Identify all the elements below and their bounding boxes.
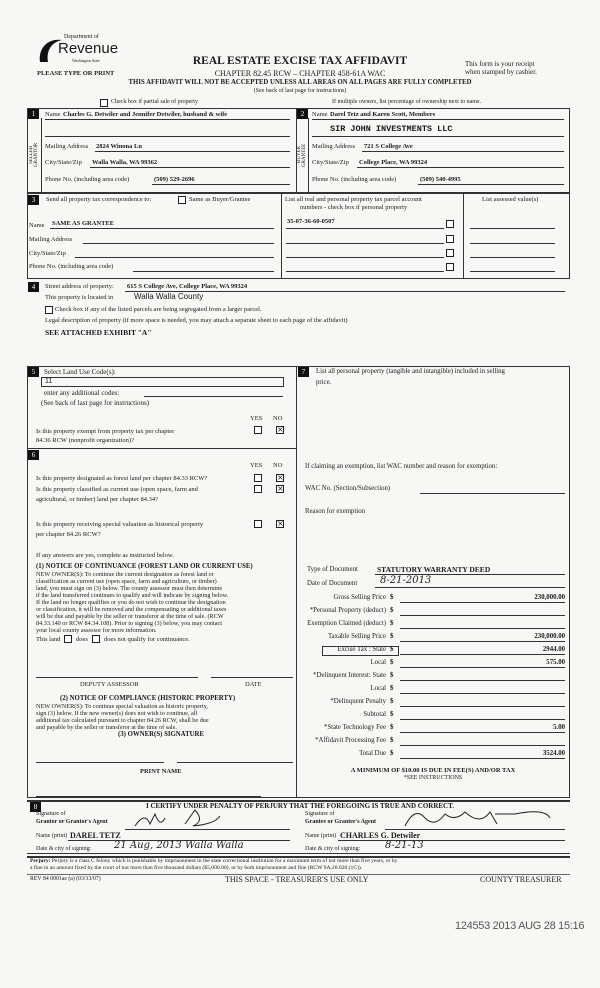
fee-label: Local [370,659,386,666]
dollar-sign: $ [390,737,394,744]
date-city-label: Date & city of signing: [305,846,361,852]
name-print-label: Name (print) [305,833,337,839]
fee-value[interactable]: 3524.00 [400,750,565,759]
grantor-signature[interactable] [125,806,245,830]
wac-label: WAC No. (Section/Subsection) [305,485,391,492]
deputy-assessor-label: DEPUTY ASSESSOR [80,681,139,688]
parcel-header-2: numbers - check box if personal property [300,204,408,211]
personal-property-checkbox[interactable] [446,263,454,271]
yes-header: YES [250,462,263,469]
section-number: 5 [28,367,39,377]
see-back-5: (See back of last page for instructions) [41,399,150,407]
fee-label: Total Due [359,750,386,757]
exempt-question: Is this property exempt from property tax per chapter [36,428,175,435]
fee-value[interactable] [400,672,565,681]
tax-mail-label: Mailing Address [29,236,73,243]
fee-value[interactable]: 230,000.00 [400,594,565,603]
current-use-yes-checkbox[interactable] [254,485,262,493]
section-number: 4 [28,282,39,292]
fee-value[interactable] [400,698,565,707]
fee-value[interactable] [400,685,565,694]
fee-value[interactable]: 575.00 [400,659,565,668]
street-label: Street address of property: [45,283,114,290]
buyer-name-2[interactable]: SIR JOHN INVESTMENTS LLC [330,124,453,134]
print-name-label: PRINT NAME [140,768,182,775]
see-back: (See back of last page for instructions) [253,88,347,94]
multiple-owners-note: If multiple owners, list percentage of ownership next to name. [332,99,482,105]
form-title: REAL ESTATE EXCISE TAX AFFIDAVIT [192,55,408,67]
grantee-date[interactable]: 8-21-13 [385,840,424,851]
assessed-value-field[interactable] [470,228,555,229]
does-checkbox[interactable] [64,635,72,643]
grantor-date-city[interactable]: 21 Aug, 2013 Walla Walla [114,840,244,851]
no-header: NO [273,415,283,422]
county-treasurer: COUNTY TREASURER [480,875,562,884]
personal-property-checkbox[interactable] [446,249,454,257]
seller-city-label: City/State/Zip [45,159,82,166]
dollar-sign: $ [390,711,394,718]
seller-name[interactable]: Charles G. Detwiler and Jennifer Detwiler, husband & wife [63,111,228,118]
tax-phone-field[interactable] [133,271,274,272]
same-as-buyer-checkbox[interactable] [178,196,186,204]
personal-property-label-2: price. [316,379,332,386]
see-instructions: *SEE INSTRUCTIONS [403,775,463,781]
fee-label: *Personal Property (deduct) [309,607,386,614]
reason-label: Reason for exemption [305,508,366,515]
minimum-note: A MINIMUM OF $10.00 IS DUE IN FEE(S) AND/OR TAX [350,767,516,774]
no-header: NO [273,462,283,469]
section-number: 6 [28,450,39,460]
buyer-phone-label: Phone No. (including area code) [312,176,397,183]
segregated-checkbox[interactable] [45,306,53,314]
fee-value[interactable] [400,620,565,629]
fee-value[interactable]: 2944.00 [400,646,565,655]
dollar-sign: $ [390,685,394,692]
section-number: 3 [28,195,39,205]
tax-name-label: Name [29,222,45,229]
located-label: This property is located in [45,294,114,301]
fee-label: Subtotal [363,711,386,718]
doc-type-label: Type of Document [307,566,358,573]
seller-mail-label: Mailing Address [45,143,89,150]
if-yes-note: If any answers are yes, complete as instructed below. [36,552,174,559]
section-number: 8 [30,802,41,812]
form-revision: REV 84 0001ae (a) (03/13/07) [30,876,101,882]
current-use-question: Is this property classified as current use (open space, farm and [36,486,198,493]
buyer-name-label: Name [312,111,328,118]
owner-signature-title: (3) OWNER(S) SIGNATURE [118,731,204,738]
parcel-header: List all real and personal property tax parcel account [285,196,422,203]
deputy-signature-line[interactable] [36,677,198,678]
doc-date[interactable]: 8-21-2013 [380,575,432,586]
please-type: PLEASE TYPE OR PRINT [37,70,115,77]
section-number: 2 [297,109,308,119]
partial-sale-checkbox[interactable] [100,99,108,107]
exempt-no-checkbox[interactable]: × [277,425,284,434]
dollar-sign: $ [390,607,394,614]
notice-2-title: (2) NOTICE OF COMPLIANCE (HISTORIC PROPERTY) [60,695,236,702]
additional-codes-field[interactable] [144,396,283,397]
seller-city[interactable]: Walla Walla, WA 99362 [92,159,158,166]
assessed-value-field[interactable] [470,271,555,272]
seller-phone-label: Phone No. (including area code) [45,176,130,183]
historic-question: Is this property receiving special valuation as historical property [36,521,204,528]
tax-city-field[interactable] [75,257,274,258]
forest-no-checkbox[interactable]: × [277,473,284,482]
forest-question: Is this property designated as forest land per chapter 84.33 RCW? [36,475,208,482]
fee-value[interactable] [400,711,565,720]
seller-name-label: Name [45,111,61,118]
fee-label: *State Technology Fee [323,724,386,731]
send-label: Send all property tax correspondence to: [46,196,152,203]
fee-label: Exemption Claimed (deduct) [307,620,386,627]
sig-of-label: Signature of [305,811,335,817]
does-label: does [76,636,88,643]
personal-property-label: List all personal property (tangible and intangible) included in selling [316,368,505,375]
does-not-label: does not qualify for continuance. [104,636,190,643]
dollar-sign: $ [390,633,394,640]
this-land-label: This land [36,636,61,643]
fee-label: Taxable Selling Price [327,633,386,640]
historic-yes-checkbox[interactable] [254,520,262,528]
fee-label: *Affidavit Processing Fee [315,737,386,744]
land-use-code-input[interactable]: 11 [41,377,284,387]
buyer-mail[interactable]: 721 S College Ave [364,143,413,150]
name-print-label: Name (print) [36,833,68,839]
buyer-name[interactable]: Darel Tetz and Karen Scott, Members [330,111,436,118]
segregated-label: Check box if any of the listed parcels are being segregated from a larger parcel. [55,306,262,313]
legal-label: Legal description of property (if more space is needed, you may attach a separate sheet to each page of the affidavit) [45,317,348,324]
buyer-phone[interactable]: (509) 540-4995 [420,176,461,183]
treasurer-space: THIS SPACE - TREASURER'S USE ONLY [225,875,369,884]
buyer-label: BUYER GRANTEE [297,143,307,167]
notice-1-title: (1) NOTICE OF CONTINUANCE (FOREST LAND OR CURRENT USE) [36,563,253,570]
fee-label: Local [370,685,386,692]
additional-codes-label: enter any additional codes: [44,389,120,397]
assessed-header: List assessed value(s) [482,196,539,203]
land-use-label: Select Land Use Code(s): [44,368,116,376]
grantor-name[interactable]: DAREL TETZ [70,831,121,840]
buyer-city[interactable]: College Place, WA 99324 [359,159,428,166]
fee-value[interactable] [400,607,565,616]
date-city-label: Date & city of signing: [36,846,92,852]
owner-signature-line[interactable] [36,762,164,763]
assessed-value-field[interactable] [470,243,555,244]
perjury-note: Perjury: Perjury is a class C felony which is punishable by imprisonment in the state correctional institution for a maximum term of not more than five years, or by a fine in an amount fixed by the court of not more than five thousand dollars ($5,000.00), or by both imprisonment and fine (RCW 9A.20.020 (1C)). [30,858,398,871]
doc-date-label: Date of Document [307,580,358,587]
receipt-note: This form is your receipt [465,60,535,68]
dollar-sign: $ [390,724,394,731]
seller-mail[interactable]: 2824 Winona Ln [96,143,143,150]
receipt-note-2: when stamped by cashier. [465,68,537,76]
current-use-question-2: agricultural, or timber) land per chapter 84.34? [36,496,159,503]
grantee-agent-label: Grantee or Grantee's Agent [305,819,377,825]
buyer-city-label: City/State/Zip [312,159,349,166]
dollar-sign: $ [390,672,394,679]
fee-label: Excise Tax : State [337,646,386,653]
grantor-agent-label: Grantor or Grantor's Agent [36,819,108,825]
fee-value[interactable]: 230,000.00 [400,633,565,642]
exempt-question-2: 84.36 RCW (nonprofit organization)? [36,437,134,444]
seller-label: SELLER GRANTOR [29,142,39,168]
fee-value[interactable]: 5.00 [400,724,565,733]
dor-logo: Department of Revenue Washington State [36,28,120,70]
legal-description[interactable]: SEE ATTACHED EXHIBIT "A" [45,328,152,337]
section-number: 1 [28,109,39,119]
exemption-label: If claiming an exemption, list WAC number and reason for exemption: [305,463,498,470]
current-use-no-checkbox[interactable]: × [277,484,284,493]
dollar-sign: $ [390,698,394,705]
local-code-input[interactable] [322,646,399,656]
fee-label: Gross Selling Price [333,594,386,601]
dollar-sign: $ [390,594,394,601]
fee-value[interactable] [400,737,565,746]
assessor-date-line[interactable] [211,677,293,678]
tax-phone-label: Phone No. (including area code) [29,263,114,270]
date-label: DATE [245,681,262,688]
historic-no-checkbox[interactable]: × [277,519,284,528]
notice-2-text: NEW OWNER(S): To continue special valuation as historic property, sign (3) below. If the new owner(s) does not wish to continue, all additional tax calculated pursuant to chapter 84.26 RCW, shall be due and payable by the seller or transferor at the time of sale. [36,703,209,731]
certification: I CERTIFY UNDER PENALTY OF PERJURY THAT THE FOREGOING IS TRUE AND CORRECT. [145,802,454,810]
chapter: CHAPTER 82.45 RCW – CHAPTER 458-61A WAC [214,69,386,78]
sig-of-label: Signature of [36,811,66,817]
dollar-sign: $ [390,620,394,627]
wac-field[interactable] [420,493,565,494]
personal-property-checkbox[interactable] [446,235,454,243]
section-number: 7 [298,367,309,377]
yes-header: YES [250,415,263,422]
parcel-number[interactable]: 35-07-36-60-0507 [287,218,335,225]
historic-question-2: per chapter 84.26 RCW? [36,531,101,538]
warning: THIS AFFIDAVIT WILL NOT BE ACCEPTED UNLESS ALL AREAS ON ALL PAGES ARE FULLY COMPLETED [128,79,472,86]
tax-name[interactable]: SAME AS GRANTEE [52,220,115,227]
recording-stamp: 124553 2013 AUG 28 15:16 [455,920,585,932]
fee-label: *Delinquent Penalty [330,698,386,705]
doc-type[interactable]: STATUTORY WARRANTY DEED [377,565,491,574]
personal-property-checkbox[interactable] [446,220,454,228]
county[interactable]: Walla Walla County [134,292,204,301]
exempt-yes-checkbox[interactable] [254,426,262,434]
tax-city-label: City/State/Zip [29,250,66,257]
owner-signature-line[interactable] [177,762,293,763]
street-address[interactable]: 615 S College Ave, College Place, WA 99324 [127,283,248,290]
does-not-checkbox[interactable] [92,635,100,643]
assessed-value-field[interactable] [470,257,555,258]
fee-label: *Delinquent Interest: State [313,672,386,679]
dollar-sign: $ [390,659,394,666]
forest-yes-checkbox[interactable] [254,474,262,482]
dollar-sign: $ [390,646,394,653]
notice-1-text: NEW OWNER(S): To continue the current designation as forest land or classification as current use (open space, farm and agriculture, or timber) land, you must sign on (3) below. The county assessor must then determine if the land transferred continues to qualify and will indicate by signing below. If the land no longer qualifies or you do not wish to continue the designation or classification, it will be removed and the compensating or additional taxes will be due and payable by the seller or transferor at the time of sale. (RCW 84.33.140 or RCW 84.34.108). Prior to signing (3) below, you may contact your local county assessor for more information. [36,571,229,634]
tax-mail-field[interactable] [83,243,274,244]
grantee-name[interactable]: CHARLES G. Detwiler [340,831,421,840]
same-as-buyer-label: Same as Buyer/Grantee [189,196,251,203]
partial-sale-label: Check box if partial sale of property [111,99,198,105]
grantee-signature[interactable] [385,804,555,830]
buyer-mail-label: Mailing Address [312,143,356,150]
dollar-sign: $ [390,750,394,757]
seller-phone[interactable]: (509) 529-2696 [154,176,195,183]
